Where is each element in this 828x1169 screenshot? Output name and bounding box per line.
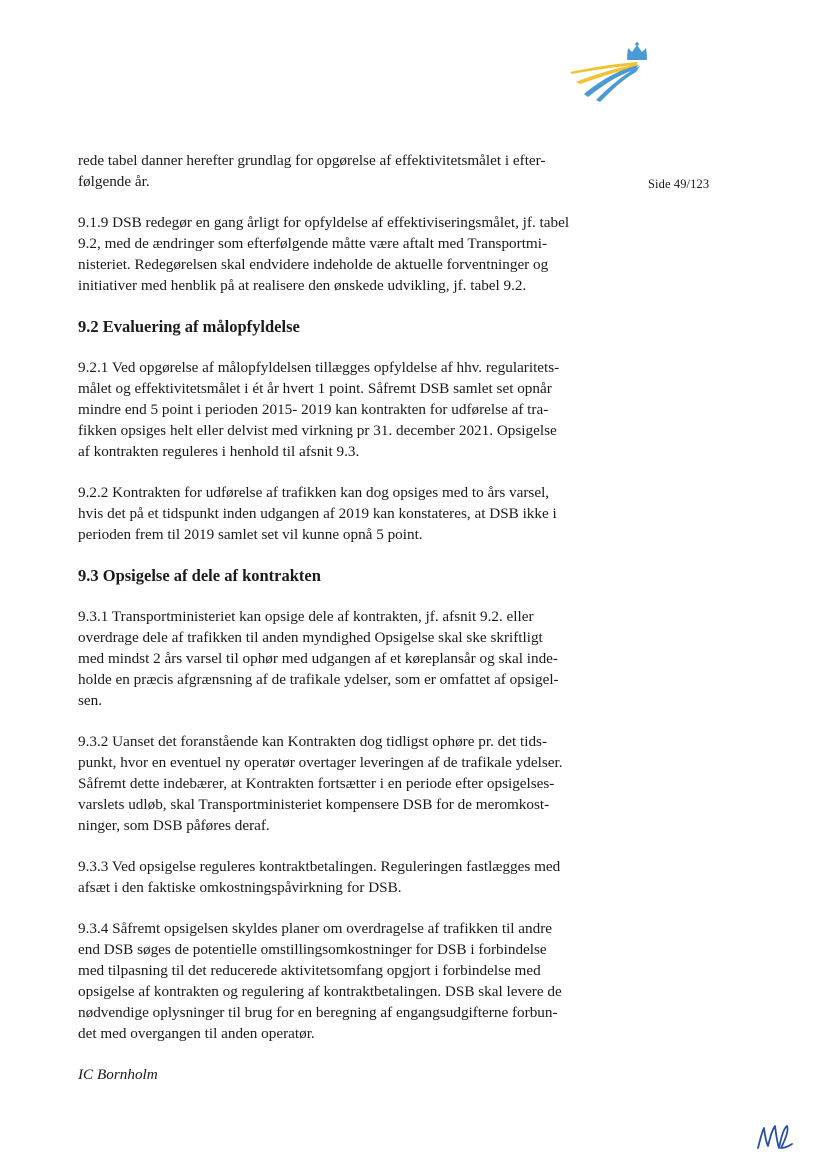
section-heading-9-2: 9.2 Evaluering af målopfyldelse	[78, 317, 300, 336]
page-number: Side 49/123	[648, 177, 710, 191]
paragraph-9-3-4: 9.3.4 Såfremt opsigelsen skyldes planer om overdragelse af trafikken til andre end DSB søges de potentielle omstillingsomkostninger for DSB i forbindelse med tilpasning til det reducerede aktivitetsomfang opgjort i forbindelse med opsigelse af kontrakten og regulering af kontraktbetalingen. DSB skal levere de nødvendige oplysninger til brug for en beregning af engangsudgifterne forbun- det med overgangen til anden operatør.	[78, 920, 562, 1042]
paragraph-intro: rede tabel danner herefter grundlag for opgørelse af effektivitetsmålet i efter- følgende år.	[78, 152, 546, 190]
paragraph-9-3-3: 9.3.3 Ved opsigelse reguleres kontraktbetalingen. Reguleringen fastlægges med afsæt i den faktiske omkostningspåvirkning for DSB.	[78, 858, 561, 896]
paragraph-9-3-1: 9.3.1 Transportministeriet kan opsige dele af kontrakten, jf. afsnit 9.2. eller overdrage dele af trafikken til anden myndighed Opsigelse skal ske skriftligt med mindst 2 års varsel til ophør med udgangen af et køreplansår og skal inde- holde en præcis afgrænsning af de trafikale ydelser, som er omfattet af opsigel- sen.	[78, 608, 559, 709]
paragraph-9-2-1: 9.2.1 Ved opgørelse af målopfyldelsen tillægges opfyldelse af hhv. regularitets- målet og effektivitetsmålet i ét år hvert 1 point. Såfremt DSB samlet set opnår mindre end 5 point i perioden 2015- 2019 kan kontrakten for udførelse af tra- fikken opsiges helt eller delvist med virkning pr 31. december 2021. Opsigelse af kontrakten reguleres i henhold til afsnit 9.3.	[78, 359, 560, 460]
paragraph-9-2-2: 9.2.2 Kontrakten for udførelse af trafikken kan dog opsiges med to års varsel, hvis det på et tidspunkt inden udgangen af 2019 kan konstateres, at DSB ikke i perioden frem til 2019 samlet set vil kunne opnå 5 point.	[78, 484, 557, 543]
section-heading-9-3: 9.3 Opsigelse af dele af kontrakten	[78, 566, 321, 585]
paragraph-9-3-2: 9.3.2 Uanset det foranstående kan Kontrakten dog tidligst ophøre pr. det tids- punkt, hvor en eventuel ny operatør overtager leveringen af de trafikale ydelser. Såfremt dette indebærer, at Kontrakten fortsætter i en periode efter opsigelses- varslets udløb, skal Transportministeriet kompensere DSB for de meromkost- ninger, som DSB påføres deraf.	[78, 733, 563, 834]
document-body	[78, 150, 598, 1085]
handwritten-initials-icon	[754, 1118, 794, 1158]
subsection-heading-ic-bornholm: IC Bornholm	[78, 1066, 158, 1083]
crown-rail-logo-icon	[566, 42, 654, 102]
paragraph-9-1-9: 9.1.9 DSB redegør en gang årligt for opfyldelse af effektiviseringsmålet, jf. tabel 9.2, med de ændringer som efterfølgende måtte være aftalt med Transportmi- nisteriet. Redegørelsen skal endvidere indeholde de aktuelle forventninger og initiativer med henblik på at realisere den ønskede udvikling, jf. tabel 9.2.	[78, 214, 570, 294]
